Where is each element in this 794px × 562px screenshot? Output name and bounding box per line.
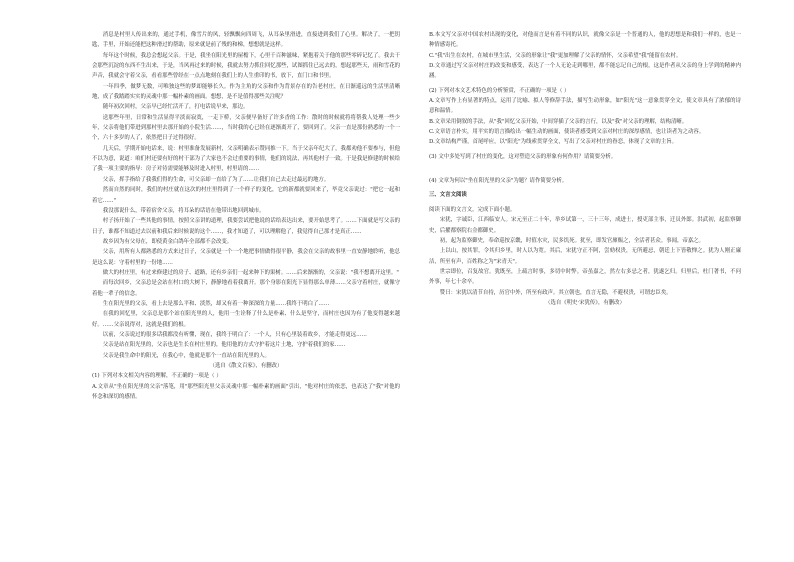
left-column — [92, 30, 400, 402]
classical-paragraph: 初，起为监察御史，奉命巡按京畿，时值水灾，民多饥死。犹至，即发官廪赈之，全活者甚众。事闻，帝嘉之。 — [439, 237, 704, 244]
paragraph: 父亲是站在阳光里的，父亲也是生长在村庄里的，他用他的方式守护着这片土地，守护着我们的家…… — [102, 342, 346, 349]
paragraph: 父亲，挥手指给了我我们得的生命，可父亲却一直给了为了……让我们自己去走过最远的地方。 — [102, 176, 330, 183]
paragraph: 而每次回乡，父亲总是会站在村口的大树下，静静地看着我离开。那个身影在阳光下显得那么单薄……父亲守着村庄，就像守着他一辈子的信念。 — [92, 280, 400, 297]
paragraph: 几天后，学期开始电话来，说：村里准备发展新村，父亲明确表示赞同推一下。当于父亲年纪大了，我都劝他不要参与，但他不以为意，说道：咱们村还要有好的村干部为了大家也不会过重要的事情，他们的说法，再其他村子一致。于是我是修建的时候给了我一项主要的指导：房子对待需要能够及时进入村里，村里请的…… — [92, 145, 400, 173]
classical-paragraph: 赞曰：宋犹以清节自持，历官中外，所至有政声。其立朝也，直言无隐，不避权贵，可谓忠臣矣。 — [439, 289, 672, 296]
paragraph: 以前，父亲说过的很多话我都没有听懂，现在，我终于明白了：一个人，只有心里装着故乡，才能走得更远…… — [102, 331, 367, 338]
question-2-option-b: B.文章采用倒叙的手法，从"我"回忆父亲开始，中间穿插了父亲的言行，以及"我"对父亲的理解，结构清晰。 — [429, 118, 688, 125]
question-1-option-a: A.文章从"坐在阳光里的父亲"落笔，用"那些阳光里父亲灵魂中那一幅朴素的画面"引出，"他对村庄的依恋，也表达了"我"对他的怀念和深切的感情。 — [92, 383, 400, 401]
classical-paragraph: 世宗即位，召复故官。犹既至，上疏言时事，多切中时弊。帝虽嘉之，然左右多忌之者，犹遂乞归。归里后，杜门著书，不问外事，年七十余卒。 — [429, 268, 741, 286]
question-2-option-a: A.文章写作上有显著的特点，运用了比喻、拟人等修辞手法，描写生动形象，如"阳光"这一意象贯穿全文，使文章具有了浓郁的诗意和温情。 — [429, 98, 741, 115]
section-instruction: 阅读下面的文言文，完成下面小题。 — [429, 206, 516, 213]
answer-space — [429, 162, 741, 172]
source-note: （选自《散文百家》，有删改） — [209, 363, 283, 369]
right-column — [429, 30, 741, 308]
paragraph: 村子扬开始了一些其他的事情，按照父亲讲的道理，我要尝试把他说的话给表达出来，要开始思考了。……下面就是写父亲的日子，谁都不知道过去以前和我后来时候说的这个……，我才知道了，可以理解他了，我觉得自己那才是真正…… — [92, 218, 400, 235]
source-note: （选自《明史·宋犹传》，有删改） — [545, 299, 625, 306]
section-heading: 三、文言文阅读 — [429, 192, 467, 199]
paragraph: 随年初次回村，父亲早已经忙活开了，打电话说早来，那边。 — [102, 104, 249, 111]
paragraph: 父亲，用所有人都熟悉的方式来过日子，父亲就是一个一个地把事情做得很平静，我会在父亲的故事里一直安静地聆听，他总是这么说：守着村里的一份地…… — [92, 249, 400, 266]
paragraph: 在我的回忆里，父亲总是那个站在阳光里的人，他用一生诠释了什么是朴素、什么是坚守，而村庄也因为有了他变得越来越好。……父亲说得对，这就是我们的根。 — [92, 311, 400, 328]
question-2-option-c: C.文章语言朴实，用平实的语言描绘出一幅生动的画面，使读者感受到父亲对村庄的深厚感情，也让读者为之动容。 — [429, 129, 705, 136]
paragraph: 每年这个时候，我总会想起父亲。于是，我坐在阳光里的屋檐下，心里千百种滋味，紧抱着关于他的那些零碎记忆了。我去干会那些沉淀的东西不生出来，于是，当风再过来的时候，我就去努力抓住回忆那些，试图抓住已远去的，想起那些天，雨和雪花的声音，我就会守着父亲，看看那些曾经在一点点地刻在我们上的人生重印的书，放下，直门口和书里。 — [92, 52, 400, 80]
question-1-option-b: B.本文写父亲对中国农村出现的变化，对他而言是有着不同的认识，就像父亲是一个普通的人，他的思想是和我们一样的，也是一种情感寄托。 — [429, 32, 741, 49]
question-1-option-c: C."我"出生在农村，在城市里生活，父亲的形象让"我"更加理解了父亲的情怀，父亲希望"我"能留在农村。 — [429, 52, 682, 59]
question-4: (4) 文章为何以"坐在阳光里的父亲"为题？请作简要分析。 — [429, 178, 568, 185]
question-1-option-d: D.文章通过写父亲对村庄的改变和感受，表达了一个人无论走到哪里，都不能忘记自己的根，这是作者从父亲的身上学到的精神内涵。 — [429, 63, 741, 80]
question-2-option-d: D.文章结构严谨，首尾呼应，以"阳光"为线索贯穿全文，写出了父亲对村庄的眷恋，体现了文章的主旨。 — [429, 139, 677, 146]
paragraph: 消息是村里人传出来的，通过手机，像雪片的风，轻飘飘向四周飞，从耳朵里滑进，直接进到我们了心里。解决了，一把钥匙，手里，开始还能把这种滑过的帮助，原来就是前了残的和梯，想想就是这样。 — [92, 32, 400, 49]
paragraph: 一年四季，做梦无数，可唯独这些的梦却能够长久。作为主角的父亲和作为背景存在的告老村庄，在日渐遥远的生活里清晰地，成了我踏踏实实的灵魂中那一幅朴素的画面。想想，是不是值得那些关注呢？ — [92, 83, 400, 101]
paragraph: 然而自然的同时，我们的村庄就在这次的村庄里得到了一个样子的变化，它的新都就要回来了，毕竟父亲说过："把它一起和着它……" — [92, 187, 400, 204]
paragraph: 送那些年里，日常和生活显得平淡而寂寞，一走下桥，父亲便早备好了许多香的工作：散时的时候就将将帮我人处理一些少年，父亲将他们带进到那村里去那开始的小院生活……，当时我的心已经在逐渐离开了，要回到了。父亲一直是那份熟悉的一个一个，六十多岁的人了，依然把日子过得很好。 — [92, 114, 400, 142]
paragraph: 我没那说什么，带着宿舍父亲，将耳朵的话语在他带出地回到城市。 — [102, 207, 265, 214]
question-1: (1) 下列对本文相关内容的理解，不正确的一项是（ ） — [92, 373, 222, 380]
classical-paragraph: 宋犹，字诚臣，江西临安人。宋元至正二十年，举乡试第一，三十三年，成进士，授吏部主事，迁员外郎。洪武初，起监察御史，后擢都察院右佥都御史。 — [429, 217, 741, 234]
paragraph: 故乡因为有父母在，即使黄金白鸽年全部都不会改变。 — [102, 238, 233, 245]
paragraph: 生在阳光里的父亲，看上去是那么平和、淡然，却又有着一种深深的力量……我终于明白了…… — [102, 300, 330, 307]
question-3: (3) 文中多处写到了村庄的变化，这对塑造父亲的形象有何作用？请简要分析。 — [429, 153, 617, 160]
classical-paragraph: 上以山，按其罪，令其归乡里，时人以为宽。其后，宋犹守正不阿，尝劾权贵，无所避忌，朝廷上下皆敬惮之。犹为人刚正廉洁，所至有声，百姓称之为"宋青天"。 — [429, 248, 741, 265]
paragraph: 父亲是我生命中的阳光，在我心中，他就是那个一直站在阳光里的人。 — [102, 352, 270, 359]
question-2: (2) 下列对本文艺术特色的分析鉴赏，不正确的一项是（ ） — [429, 87, 570, 94]
paragraph: 做大的村庄里，有过来修建过的房子、道路，还有乡亲们一起来种下的果树。……后来渐渐的，父亲说："我不想离开这里。" — [102, 269, 399, 276]
